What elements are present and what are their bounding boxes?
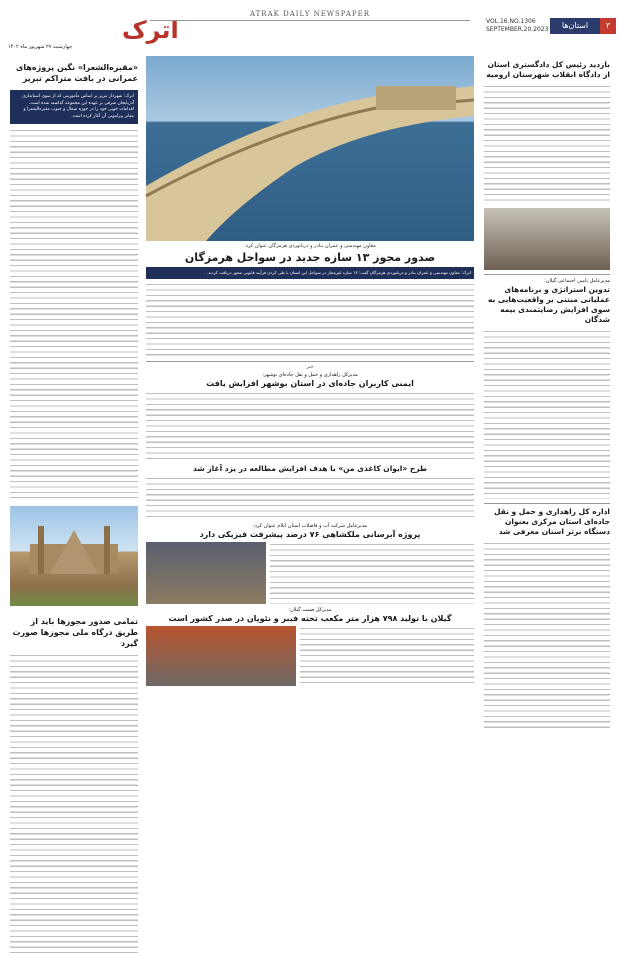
court-photo — [484, 208, 610, 270]
left-column — [10, 56, 138, 885]
left-headline-2: تمامی صدور مجوزها باید از طریق درگاه ملی مجوزها صورت گیرد — [12, 617, 138, 649]
center-headline-2: ایمنی کاربران جاده‌ای در استان بوشهر افزایش یافت — [206, 379, 414, 388]
right-headline-3: اداره کل راهداری و حمل و نقل جاده‌ای استان مرکزی بعنوان دستگاه برتر استان معرفی شد — [493, 507, 610, 536]
divider — [484, 503, 610, 504]
right-headline-2: تدوین استراتژی و برنامه‌های عملیاتی مبتنی بر واقعیت‌هایی به سوی افزایش رضایتمندی بیمه شدگان — [488, 285, 610, 324]
weekday: چهارشنبه — [52, 44, 73, 50]
khabar-label: خبر — [306, 364, 314, 370]
left-body-2 — [10, 653, 138, 953]
center-headline-5: گیلان با تولید ۷۹۸ هزار متر مکعب تخته فیبر و نئوپان در صدر کشور است — [168, 614, 452, 623]
center-row-5 — [146, 626, 474, 686]
date-en: SEPTEMBER.20.2023 — [486, 26, 549, 33]
center-kicker-5: مدیرکل صمت گیلان: — [288, 607, 332, 613]
factory-photo — [146, 626, 296, 686]
volume-info — [486, 18, 549, 34]
left-headline-1: «مقبره‌الشعرا» نگین پروژه‌های عمرانی در بافت متراکم تبریز — [16, 63, 138, 83]
volume-number: VOL.16.NO.1306 — [486, 18, 536, 25]
left-lead-1: اترک: شهردار تبریز بر اساس مأموریتی که از سوی استانداری آذربایجان شرقی بر عهده این مجموعه گذاشته شده است، اقدامات خوبی خود را در حوزه شمال و جنوب مقبره‌الشعرا و معابر پیرامونی آن آغاز کرده است. — [10, 90, 138, 124]
page-header — [0, 0, 620, 56]
right-body-3 — [484, 541, 610, 731]
divider — [146, 361, 474, 362]
port-illustration — [146, 56, 474, 241]
center-lead: اترک: معاون مهندسی و عمران بنادر و دریانوردی هرمزگان گفت: ۱۳ سازه غیرمجاز در سواحل این استان با طی کردن فرآیند قانونی مجوز دریافت کردند. — [146, 267, 474, 279]
date-fa: ۲۹ شهریور ماه ۱۴۰۲ — [8, 44, 52, 50]
divider — [484, 274, 610, 275]
port-photo — [146, 56, 474, 241]
center-body-5 — [300, 626, 474, 686]
right-column — [484, 56, 610, 885]
right-body-1 — [484, 84, 610, 204]
section-label: استان‌ها — [550, 18, 600, 34]
svg-text:اترک: اترک — [122, 16, 179, 44]
left-body-1 — [10, 128, 138, 498]
issue-date — [8, 44, 118, 50]
center-body-4 — [270, 542, 474, 604]
meeting-photo — [146, 542, 266, 604]
mausoleum-photo — [10, 506, 138, 606]
right-kicker-2: مدیرعامل تامین اجتماعی گیلان: — [544, 278, 610, 284]
right-body-2 — [484, 329, 610, 499]
center-headline-4: پروژه آبرسانی ملکشاهی ۷۶ درصد پیشرفت فیزیکی دارد — [199, 530, 421, 539]
newspaper-name-en: ATRAK DAILY NEWSPAPER — [150, 10, 470, 21]
center-headline-3: طرح «ایوان کاغذی من» با هدف افزایش مطالعه در یزد آغاز شد — [193, 464, 427, 473]
center-kicker-4: مدیرعامل شرکت آب و فاضلاب استان ایلام عنوان کرد: — [252, 523, 368, 529]
center-photo-caption: معاون مهندسی و عمران بنادر و دریانوردی هرمزگان عنوان کرد: — [244, 243, 376, 249]
center-body-3 — [146, 476, 474, 521]
page-number: ۳ — [600, 18, 616, 34]
center-body-2 — [146, 391, 474, 461]
center-body-1 — [146, 282, 474, 357]
center-headline: صدور مجوز ۱۳ سازه جدید در سواحل هرمزگان — [184, 251, 436, 264]
right-headline-1: بازدید رئیس کل دادگستری استان از دادگاه انقلاب شهرستان ارومیه — [486, 60, 610, 79]
mausoleum-illustration — [10, 506, 138, 606]
center-row-4 — [146, 542, 474, 604]
center-column — [146, 56, 474, 885]
center-kicker-2: مدیرکل راهداری و حمل و نقل جاده‌ای بوشهر: — [262, 372, 358, 378]
